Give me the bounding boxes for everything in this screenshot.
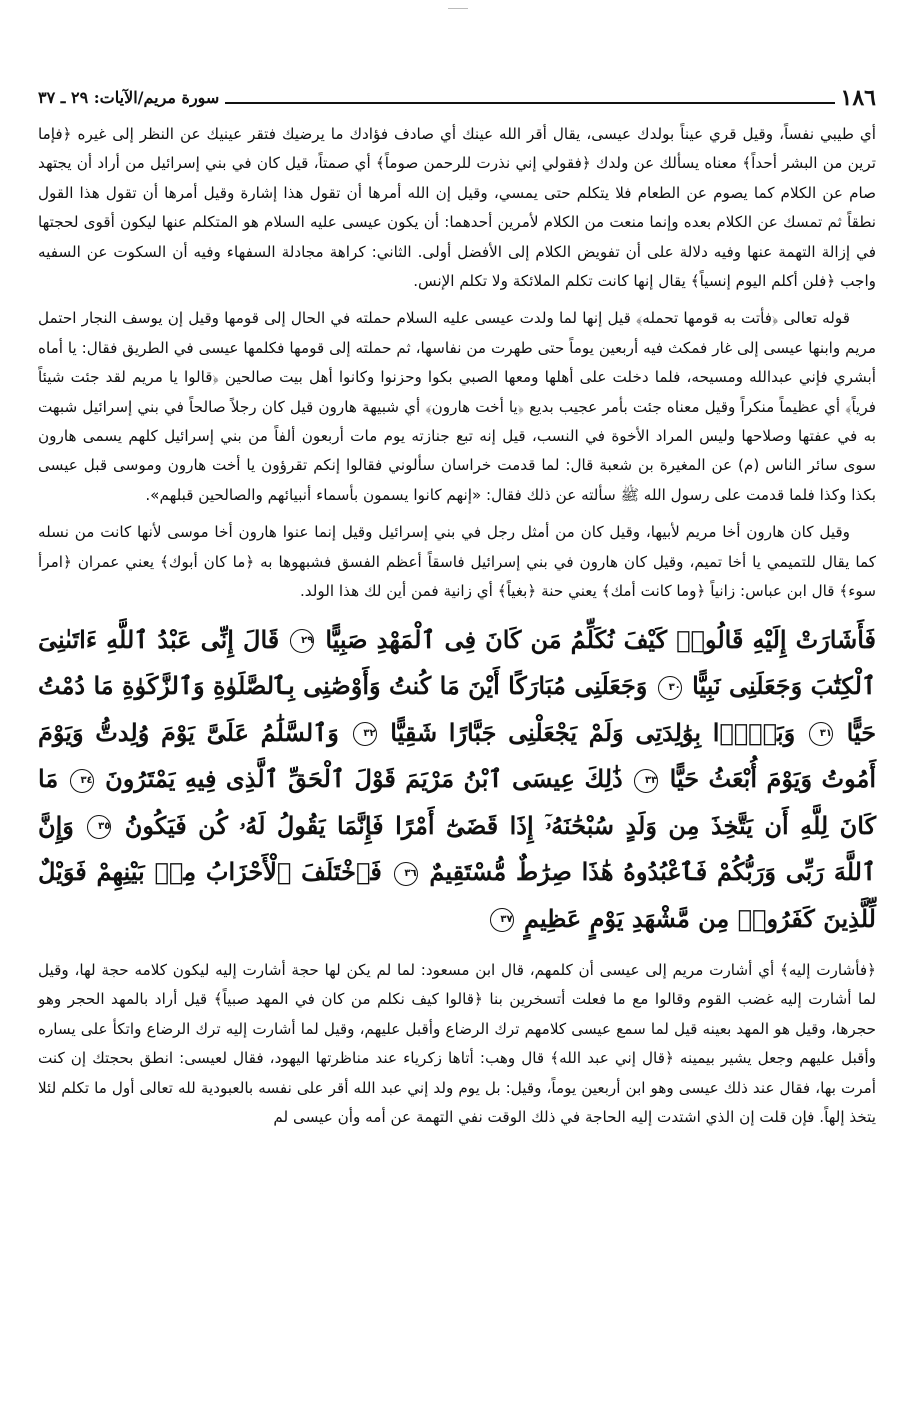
verse-text: وَإِنَّ ٱللَّهَ رَبِّى وَرَبُّكُمْ فَٱعْبُدُوهُ هَٰذَا صِرَٰطٌ مُّسْتَقِيمٌ	[38, 810, 877, 886]
page-number: ١٨٦	[840, 85, 876, 111]
paragraph-2: قوله تعالى ﴿فأتت به قومها تحمله﴾ قيل إنها لما ولدت عيسى عليه السلام حملته في الحال إلى قومها وقيل إن يوسف النجار احتمل مريم وابنها عيسى إلى غار فمكث فيه أربعين يوماً حتى طهرت من نفاسها، ثم حملته إلى قومها فكلمها عيسى في الطريق فقال: يا أماه أبشري فإني عبدالله ومسيحه، فلما دخلت على أهلها ومعها الصبي بكوا وحزنوا وكانوا أهل بيت صالحين ﴿قالوا يا مريم لقد جئت شيئاً فرياً﴾ أي عظيماً منكراً وقيل معناه جئت بأمر عجيب بديع ﴿يا أخت هارون﴾ أي شبيهة هارون قيل كان رجلاً صالحاً في بني إسرائيل شبهت به في عفتها وصلاحها وليس المراد الأخوة في النسب، قيل إنه تبع جنازته يوم مات أربعون ألفاً من بني إسرائيل كلهم يسمى هارون سوى سائر الناس (م) عن المغيرة بن شعبة قال: لما قدمت خراسان سألوني فقالوا إنكم تقرؤون يا أخت هارون وموسى قبل عيسى بكذا وكذا فلما قدمت على رسول الله ﷺ سألته عن ذلك فقال: «إنهم كانوا يسمون بأسماء أنبيائهم والصالحين قبلهم».	[38, 309, 876, 504]
surah-title: سورة مريم/الآيات: ٢٩ ـ ٣٧	[38, 88, 220, 107]
verse-text: وَبَرًّۢا بِوَٰلِدَتِى وَلَمْ يَجْعَلْنِى جَبَّارًا شَقِيًّا	[390, 717, 796, 747]
verse-text: فَأَشَارَتْ إِلَيْهِ قَالُوا۟ كَيْفَ نُكَلِّمُ مَن كَانَ فِى ٱلْمَهْدِ صَبِيًّا	[325, 624, 877, 654]
ayah-number-marker: ٣٠	[658, 676, 682, 700]
ayah-number-marker: ٢٩	[290, 629, 314, 653]
verse-text: مَا كَانَ لِلَّهِ أَن يَتَّخِذَ مِن وَلَدٍ سُبْحَٰنَهُۥٓ إِذَا قَضَىٰٓ أَمْرًا فَإِنَّمَا يَقُولُ لَهُۥ كُن فَيَكُونُ	[38, 764, 877, 840]
ayah-number-marker: ٣٦	[394, 862, 418, 886]
ayah-number-marker: ٣١	[809, 722, 833, 746]
ayah-number-marker: ٣٥	[87, 815, 111, 839]
ayah-number-marker: ٣٤	[70, 769, 94, 793]
verse-text: وَٱلسَّلَٰمُ عَلَىَّ يَوْمَ وُلِدتُّ وَيَوْمَ أَمُوتُ وَيَوْمَ أُبْعَثُ حَيًّا	[38, 717, 877, 793]
ayah-number-marker: ٣٣	[634, 769, 658, 793]
verse-text: قَالَ إِنِّى عَبْدُ ٱللَّهِ ءَاتَىٰنِىَ ٱلْكِتَٰبَ وَجَعَلَنِى نَبِيًّا	[38, 624, 877, 700]
verse-text: وَجَعَلَنِى مُبَارَكًا أَيْنَ مَا كُنتُ وَأَوْصَٰنِى بِٱلصَّلَوٰةِ وَٱلزَّكَوٰةِ مَا دُمْتُ حَيًّا	[38, 671, 877, 747]
ayah-number-marker: ٣٧	[490, 908, 514, 932]
quran-verses	[38, 617, 876, 943]
verse-text: فَٱخْتَلَفَ ٱلْأَحْزَابُ مِنۢ بَيْنِهِمْ فَوَيْلٌ لِّلَّذِينَ كَفَرُوا۟ مِن مَّشْهَدِ يَوْمٍ عَظِيمٍ	[38, 857, 876, 933]
header-rule	[225, 102, 834, 104]
book-page	[38, 76, 876, 1140]
verse-text: ذَٰلِكَ عِيسَى ٱبْنُ مَرْيَمَ قَوْلَ ٱلْحَقِّ ٱلَّذِى فِيهِ يَمْتَرُونَ	[105, 764, 623, 793]
page-body	[38, 120, 876, 1132]
paragraph-3: وقيل كان هارون أخا مريم لأبيها، وقيل كان من أمثل رجل في بني إسرائيل وقيل إنما عنوا هارون أخا موسى لأنها كانت من نسله كما يقال للتميمي يا أخا تميم، وقيل كان هارون في بني إسرائيل فاسقاً أعظم الفسق فشبهوها به ﴿ما كان أبوك﴾ يعني عمران ﴿امرأ سوء﴾ قال ابن عباس: زانياً ﴿وما كانت أمك﴾ يعني حنة ﴿بغياً﴾ أي زانية فمن أين لك هذا الولد.	[38, 523, 876, 601]
ayah-number-marker: ٣٢	[353, 722, 377, 746]
page-header	[38, 76, 876, 110]
paragraph-4: ﴿فأشارت إليه﴾ أي أشارت مريم إلى عيسى أن كلمهم، قال ابن مسعود: لما لم يكن لها حجة أشارت إليه ليكون كلامه حجة لها، وقيل لما أشارت إليه غضب القوم وقالوا مع ما فعلت أتسخرين بنا ﴿قالوا كيف نكلم من كان في المهد صبياً﴾ قيل أراد بالمهد الحجر وهو حجرها، وقيل هو المهد بعينه قيل لما سمع عيسى كلامهم ترك الرضاع وأقبل عليهم، وقيل لما أشارت إليه ترك الرضاع واتكأ على يساره وأقبل عليهم وجعل يشير بيمينه ﴿قال إني عبد الله﴾ قال وهب: أتاها زكرياء عند مناظرتها اليهود، فقال لعيسى: انطق بحجتك إن كنت أمرت بها، فقال عند ذلك عيسى وهو ابن أربعين يوماً، وقيل: بل يوم ولد إني عبد الله أقر على نفسه بالعبودية لله تعالى أول ما تكلم لئلا يتخذ إلهاً. فإن قلت إن الذي اشتدت إليه الحاجة في ذلك الوقت نفي التهمة عن أمه وأن عيسى لم	[38, 961, 876, 1127]
scan-mark	[448, 8, 468, 9]
paragraph-1: أي طيبي نفساً، وقيل قري عيناً بولدك عيسى، يقال أقر الله عينك أي صادف فؤادك ما يرضيك فتقر عينيك عن النظر إلى غيره ﴿فإما ترين من البشر أحداً﴾ معناه يسألك عن ولدك ﴿فقولي إني نذرت للرحمن صوماً﴾ أي صمتاً، قيل كان في بني إسرائيل من أراد أن يجتهد صام عن الكلام كما يصوم عن الطعام فلا يتكلم حتى يمسي، وقيل إن الله أمرها أن تقول هذا إشارة وقيل أمرها أن تقول هذا القول نطقاً ثم تمسك عن الكلام بعده وإنما منعت من الكلام لأمرين أحدهما: أن يكون عيسى عليه السلام هو المتكلم عنها ليكون أقوى لحجتها في إزالة التهمة عنها وفيه دلالة على أن تفويض الكلام إلى الأفضل أولى. الثاني: كراهة مجادلة السفهاء وفيه أن السكوت عن السفيه واجب ﴿فلن أكلم اليوم إنسياً﴾ يقال إنها كانت تكلم الملائكة ولا تكلم الإنس.	[38, 125, 876, 291]
